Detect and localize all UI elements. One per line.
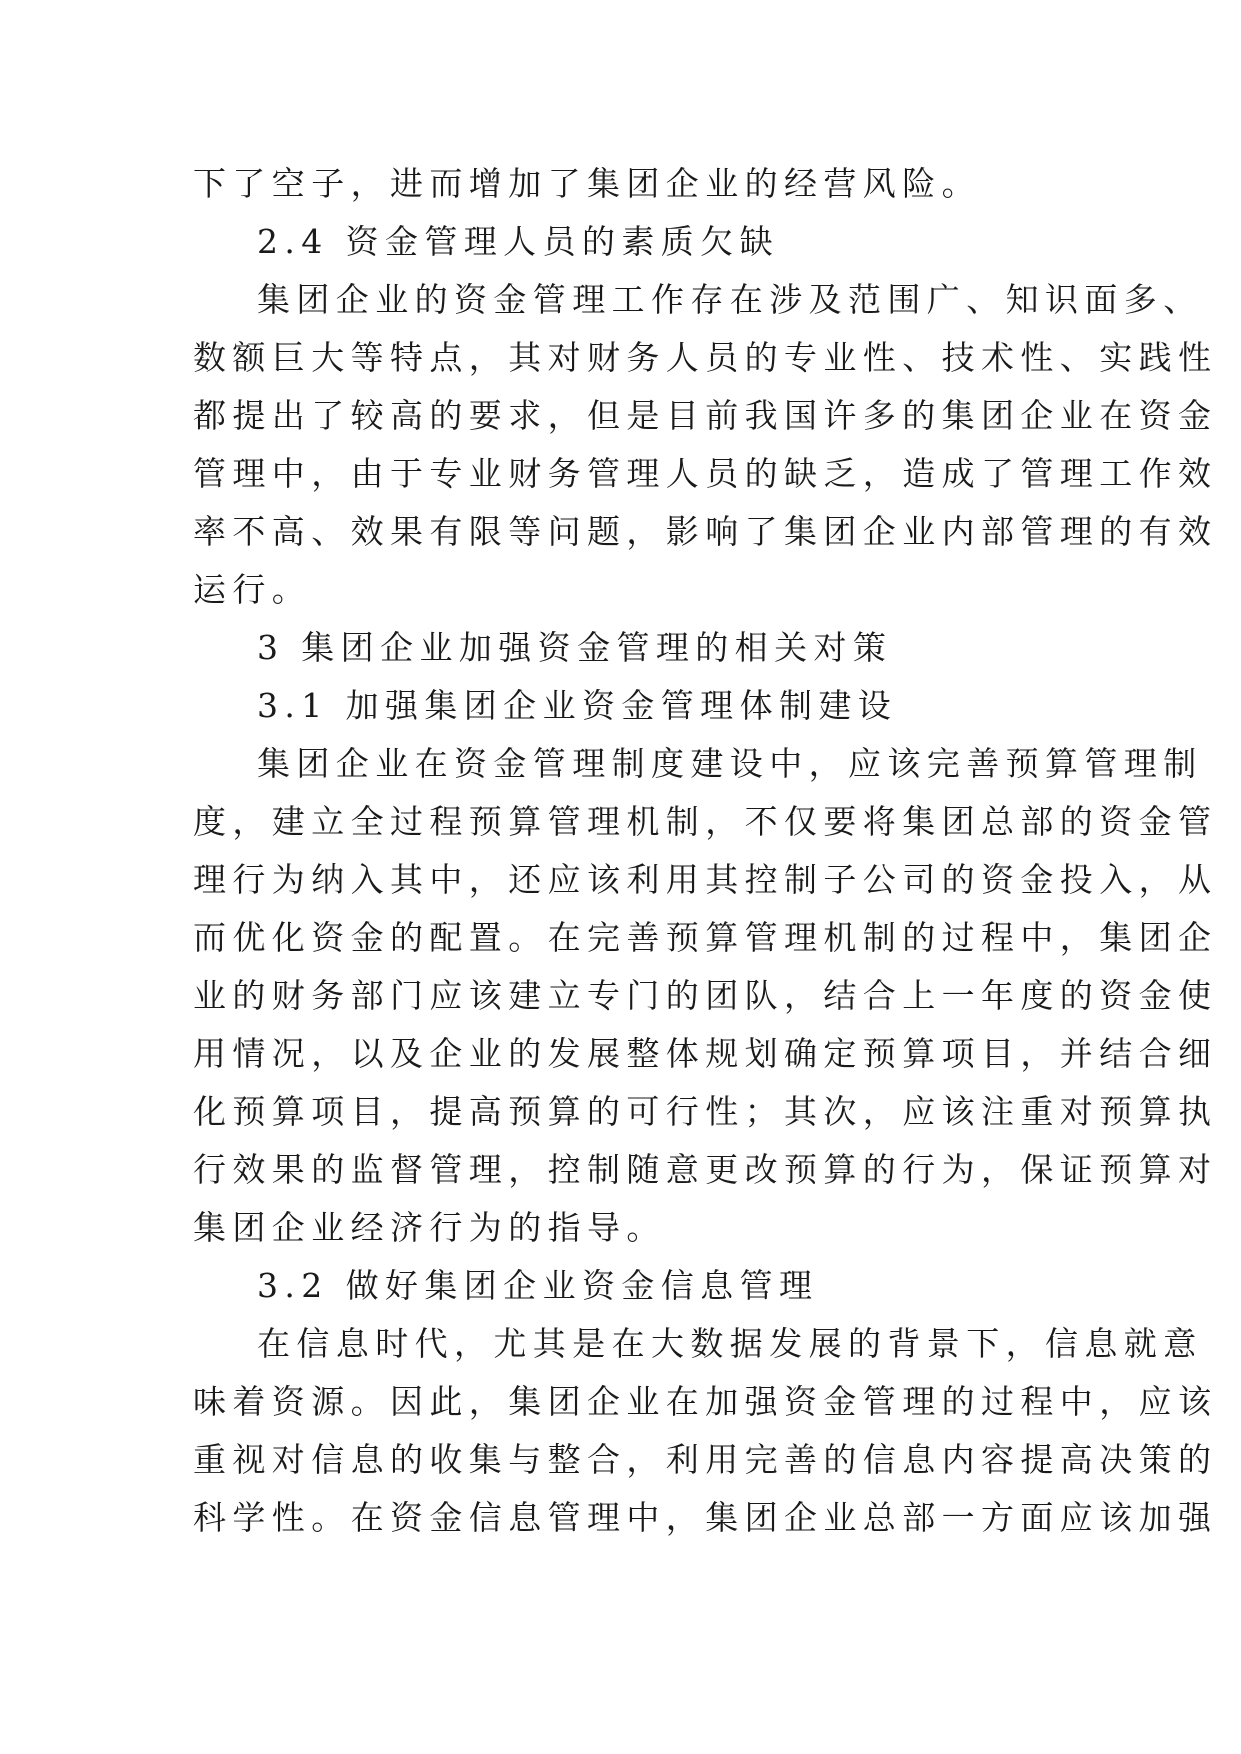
paragraph-line: 味着资源。因此，集团企业在加强资金管理的过程中，应该	[193, 1382, 1218, 1421]
paragraph-line: 业的财务部门应该建立专门的团队，结合上一年度的资金使	[193, 976, 1218, 1015]
paragraph-line: 集团企业在资金管理制度建设中，应该完善预算管理制	[257, 744, 1203, 783]
paragraph-line: 管理中，由于专业财务管理人员的缺乏，造成了管理工作效	[193, 454, 1218, 493]
paragraph-line: 化预算项目，提高预算的可行性；其次，应该注重对预算执	[193, 1092, 1218, 1131]
paragraph-line: 理行为纳入其中，还应该利用其控制子公司的资金投入，从	[193, 860, 1218, 899]
paragraph-line: 度，建立全过程预算管理机制，不仅要将集团总部的资金管	[193, 802, 1218, 841]
section-heading: 3 集团企业加强资金管理的相关对策	[257, 628, 893, 667]
paragraph-line: 率不高、效果有限等问题，影响了集团企业内部管理的有效	[193, 512, 1218, 551]
paragraph-line: 科学性。在资金信息管理中，集团企业总部一方面应该加强	[193, 1498, 1218, 1537]
section-heading: 2.4 资金管理人员的素质欠缺	[257, 222, 779, 261]
paragraph-line: 用情况，以及企业的发展整体规划确定预算项目，并结合细	[193, 1034, 1218, 1073]
paragraph-line: 重视对信息的收集与整合，利用完善的信息内容提高决策的	[193, 1440, 1218, 1479]
paragraph-line: 行效果的监督管理，控制随意更改预算的行为，保证预算对	[193, 1150, 1218, 1189]
paragraph-line: 运行。	[193, 570, 312, 609]
section-heading: 3.1 加强集团企业资金管理体制建设	[257, 686, 898, 725]
text-line: 下了空子，进而增加了集团企业的经营风险。	[193, 164, 981, 203]
paragraph-line: 都提出了较高的要求，但是目前我国许多的集团企业在资金	[193, 396, 1218, 435]
paragraph-line: 在信息时代，尤其是在大数据发展的背景下，信息就意	[257, 1324, 1203, 1363]
section-heading: 3.2 做好集团企业资金信息管理	[257, 1266, 819, 1305]
paragraph-line: 集团企业经济行为的指导。	[193, 1208, 666, 1247]
paragraph-line: 集团企业的资金管理工作存在涉及范围广、知识面多、	[257, 280, 1203, 319]
paragraph-line: 数额巨大等特点，其对财务人员的专业性、技术性、实践性	[193, 338, 1218, 377]
paragraph-line: 而优化资金的配置。在完善预算管理机制的过程中，集团企	[193, 918, 1218, 957]
